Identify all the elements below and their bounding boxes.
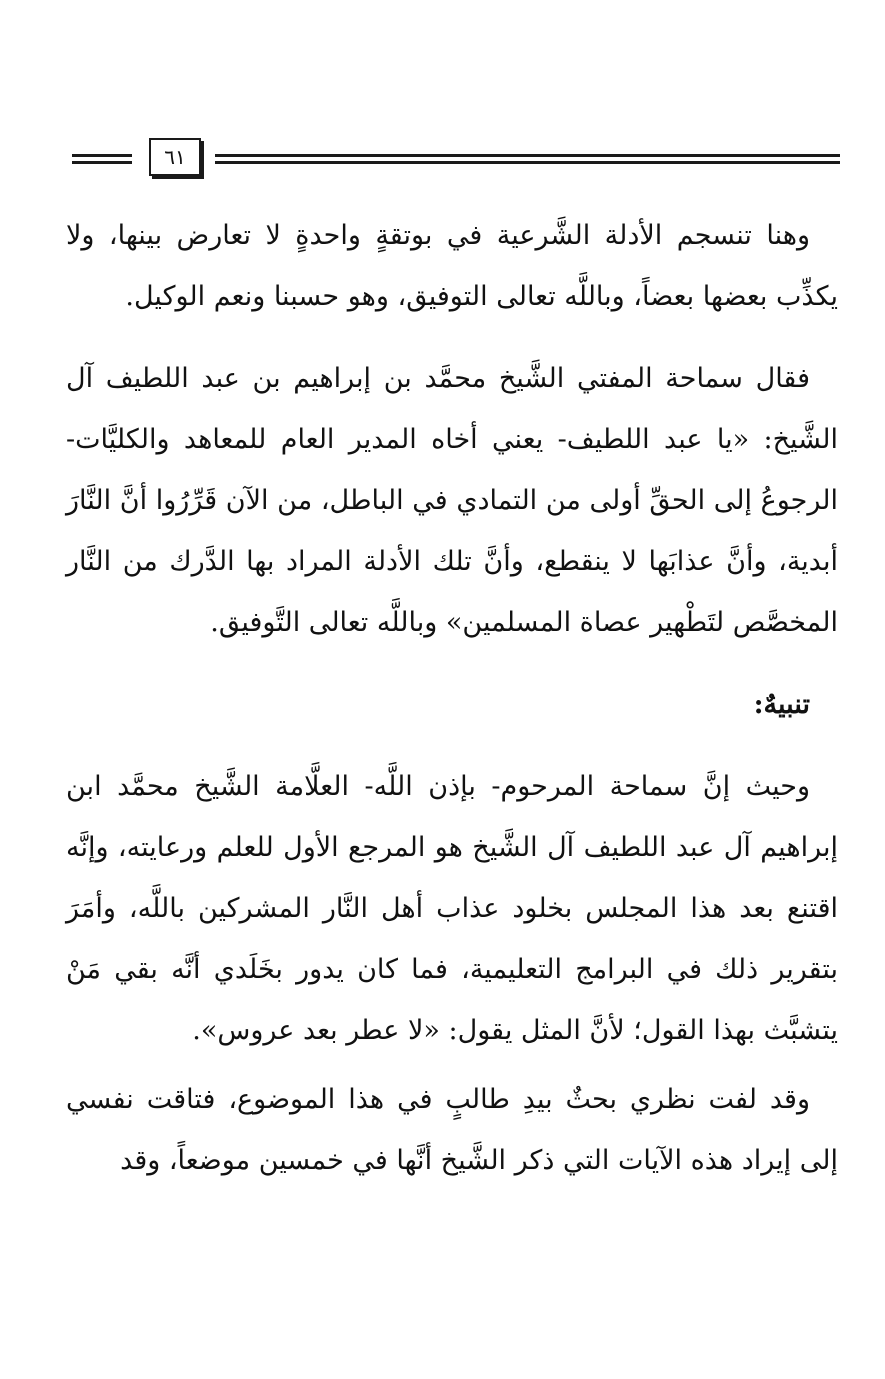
section-heading: تنبيهٌ: xyxy=(753,689,810,720)
paragraph-4: وقد لفت نظري بحثٌ بيدِ طالبٍ في هذا الموضوع، فتاقت نفسي إلى إيراد هذه الآيات التي ذكر الشَّيخ أنَّها في خمسين موضعاً، وقد xyxy=(66,1084,838,1176)
paragraph-1: وهنا تنسجم الأدلة الشَّرعية في بوتقةٍ واحدةٍ لا تعارض بينها، ولا يكذِّب بعضها بعضاً، وباللَّه تعالى التوفيق، وهو حسبنا ونعم الوكيل. xyxy=(66,220,838,312)
paragraph-3: وحيث إنَّ سماحة المرحوم- بإذن اللَّه- العلَّامة الشَّيخ محمَّد ابن إبراهيم آل عبد اللطيف آل الشَّيخ هو المرجع الأول للعلم ورعايته، وإنَّه اقتنع بعد هذا المجلس بخلود عذاب أهل النَّار المشركين باللَّه، وأمَرَ بتقرير ذلك في البرامج التعليمية، فما كان يدور بخَلَدي أنَّه بقي مَنْ يتشبَّث بهذا القول؛ لأنَّ المثل يقول: «لا عطر بعد عروس». xyxy=(66,771,838,1046)
header-rule-left xyxy=(72,154,132,165)
page-body xyxy=(66,205,838,1191)
header-rule-right xyxy=(215,154,840,165)
page-header xyxy=(72,134,840,184)
paragraph-2: فقال سماحة المفتي الشَّيخ محمَّد بن إبراهيم بن عبد اللطيف آل الشَّيخ: «يا عبد اللطيف- يعني أخاه المدير العام للمعاهد والكليَّات- الرجوعُ إلى الحقِّ أولى من التمادي في الباطل، من الآن قَرِّرُوا أنَّ النَّارَ أبدية، وأنَّ عذابَها لا ينقطع، وأنَّ تلك الأدلة المراد بها الدَّرك من النَّار المخصَّص لتَطْهير عصاة المسلمين» وباللَّه تعالى التَّوفيق. xyxy=(66,363,838,638)
page-number: ٦١ xyxy=(149,138,201,176)
